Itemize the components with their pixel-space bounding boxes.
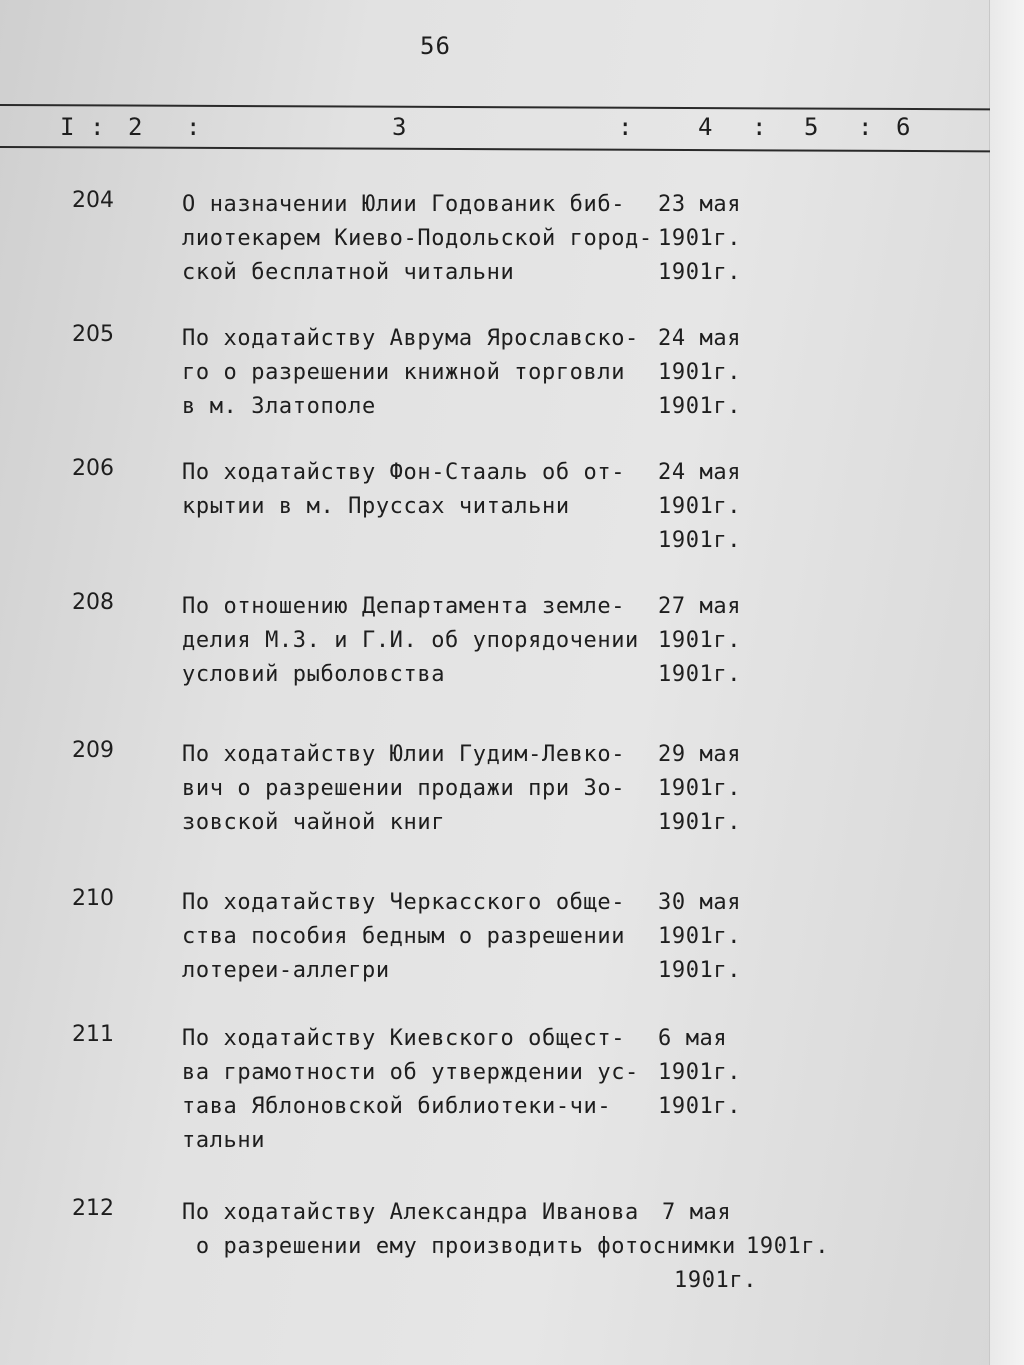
description-line: тальни (182, 1128, 266, 1153)
entry-number: 212 (72, 1196, 114, 1221)
entry-description (182, 1022, 639, 1158)
entry-year: 1901г. (658, 1060, 742, 1085)
entry-year: 1901г. (658, 924, 742, 949)
entry-year: 1901г. (658, 776, 742, 801)
entry-dates (658, 456, 741, 558)
entry-dates (658, 1022, 741, 1124)
entry-dates (662, 1196, 829, 1298)
entry-description (182, 322, 639, 424)
entry-year: 1901г. (658, 810, 742, 835)
entry-number: 208 (72, 590, 114, 615)
description-line: лиотекарем Киево-Подольской город- (182, 226, 653, 251)
description-line: вич о разрешении продажи при Зо- (182, 776, 626, 801)
entry-year: 1901г. (658, 226, 742, 251)
entry-dates (658, 590, 741, 692)
description-line: О назначении Юлии Годованик биб- (182, 192, 626, 217)
description-line: условий рыболовства (182, 662, 446, 687)
entry-number: 210 (72, 886, 114, 911)
entry-year: 1901г. (658, 360, 742, 385)
column-separator: : (858, 113, 873, 141)
description-line: делия М.З. и Г.И. об упорядочении (182, 628, 639, 653)
entry-year: 1901г. (746, 1234, 830, 1259)
entry-year: 1901г. (658, 628, 742, 653)
description-line: По ходатайству Фон-Стааль об от- (182, 460, 626, 485)
entry-number: 204 (72, 188, 114, 213)
description-line: крытии в м. Пруссах читальни (182, 494, 570, 519)
description-line: в м. Златополе (182, 394, 376, 419)
column-header-1: I (60, 113, 75, 141)
entry-date: 24 мая (658, 460, 742, 485)
column-separator: : (186, 113, 201, 141)
entry-description (182, 886, 625, 988)
entry-description (182, 456, 625, 524)
description-line: По отношению Департамента земле- (182, 594, 626, 619)
page-number: 56 (420, 32, 451, 60)
description-line: По ходатайству Киевского общест- (182, 1026, 626, 1051)
description-line: го о разрешении книжной торговли (182, 360, 626, 385)
entry-date: 24 мая (658, 326, 742, 351)
description-line: лотереи-аллегри (182, 958, 390, 983)
column-header-5: 5 (804, 113, 819, 141)
entry-date: 29 мая (658, 742, 742, 767)
description-line: По ходатайству Александра Иванова (182, 1200, 639, 1225)
entry-description (182, 1196, 736, 1264)
entry-date: 30 мая (658, 890, 742, 915)
entry-year: 1901г. (658, 394, 742, 419)
entry-number: 206 (72, 456, 114, 481)
entry-description (182, 590, 639, 692)
entry-description (182, 738, 625, 840)
description-line: По ходатайству Аврума Ярославско- (182, 326, 639, 351)
entry-year: 1901г. (658, 1094, 742, 1119)
entry-dates (658, 738, 741, 840)
description-line: ва грамотности об утверждении ус- (182, 1060, 639, 1085)
column-separator: : (618, 113, 633, 141)
column-header-4: 4 (698, 113, 713, 141)
entry-dates (658, 322, 741, 424)
entry-number: 205 (72, 322, 114, 347)
entry-year: 1901г. (658, 528, 742, 553)
description-line: ства пособия бедным о разрешении (182, 924, 626, 949)
entry-year: 1901г. (658, 958, 742, 983)
description-line: о разрешении ему производить фотоснимки (182, 1234, 736, 1259)
entry-year: 1901г. (658, 260, 742, 285)
column-separator: : (90, 113, 105, 141)
entry-number: 209 (72, 738, 114, 763)
entry-year: 1901г. (658, 494, 742, 519)
description-line: По ходатайству Юлии Гудим-Левко- (182, 742, 626, 767)
entry-description (182, 188, 653, 290)
description-line: тава Яблоновской библиотеки-чи- (182, 1094, 612, 1119)
entry-number: 211 (72, 1022, 114, 1047)
entry-year: 1901г. (674, 1268, 758, 1293)
column-header-3: 3 (392, 113, 407, 141)
entry-date: 7 мая (662, 1200, 732, 1225)
column-separator: : (752, 113, 767, 141)
column-header-6: 6 (896, 113, 911, 141)
entry-date: 23 мая (658, 192, 742, 217)
description-line: зовской чайной книг (182, 810, 446, 835)
entry-dates (658, 886, 741, 988)
entry-dates (658, 188, 741, 290)
entry-year: 1901г. (658, 662, 742, 687)
entry-date: 27 мая (658, 594, 742, 619)
entry-date: 6 мая (658, 1026, 728, 1051)
page-edge (989, 0, 1024, 1365)
column-header-2: 2 (128, 113, 143, 141)
description-line: ской бесплатной читальни (182, 260, 515, 285)
description-line: По ходатайству Черкасского обще- (182, 890, 626, 915)
